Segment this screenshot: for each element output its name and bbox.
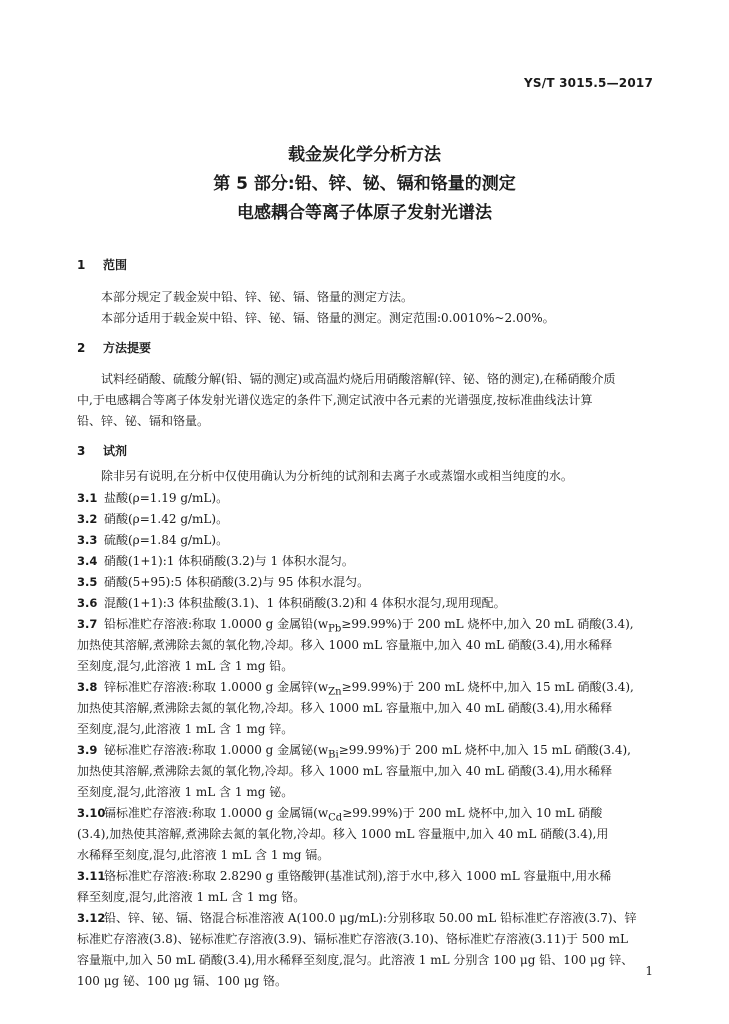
clause-text: 铬标准贮存溶液:称取 2.8290 g 重铬酸钾(基准试剂),溶于水中,移入 1000 mL 容量瓶中,用水稀 bbox=[104, 869, 612, 883]
clause-text: 铅、锌、铋、镉、铬混合标准溶液 A(100.0 μg/mL):分别移取 50.00 mL 铅标准贮存溶液(3.7)、锌 bbox=[104, 911, 637, 925]
clause-text: ≥99.99%)于 200 mL 烧杯中,加入 10 mL 硝酸 bbox=[342, 806, 603, 820]
clause-number: 3.11 bbox=[77, 869, 106, 883]
section-2-title: 方法提要 bbox=[103, 341, 152, 355]
clause-3-1 bbox=[77, 487, 659, 509]
section-2-line-2: 中,于电感耦合等离子体发射光谱仪选定的条件下,测定试液中各元素的光谱强度,按标准曲线法计算 bbox=[77, 393, 593, 407]
standard-code: YS/T 3015.5—2017 bbox=[524, 76, 653, 90]
clause-3-11 bbox=[77, 865, 659, 887]
section-1-heading bbox=[77, 256, 127, 273]
clause-text: 混酸(1+1):3 体积盐酸(3.1)、1 体积硝酸(3.2)和 4 体积水混匀,现用现配。 bbox=[104, 596, 506, 610]
clause-text: ≥99.99%)于 200 mL 烧杯中,加入 20 mL 硝酸(3.4), bbox=[341, 617, 634, 631]
clause-3-9-line-2: 加热使其溶解,煮沸除去氮的氧化物,冷却。移入 1000 mL 容量瓶中,加入 40 mL 硝酸(3.4),用水稀释 bbox=[77, 764, 613, 778]
section-3-intro: 除非另有说明,在分析中仅使用确认为分析纯的试剂和去离子水或蒸馏水或相当纯度的水。 bbox=[101, 469, 573, 483]
clause-text: 硝酸(ρ=1.42 g/mL)。 bbox=[104, 512, 229, 526]
section-3-title: 试剂 bbox=[103, 444, 128, 458]
clause-text: 盐酸(ρ=1.19 g/mL)。 bbox=[104, 491, 229, 505]
subscript: Pb bbox=[328, 623, 342, 635]
clause-number: 3.5 bbox=[77, 575, 98, 589]
clause-text: 镉标准贮存溶液:称取 1.0000 g 金属镉(w bbox=[104, 806, 329, 820]
clause-3-4 bbox=[77, 550, 659, 572]
clause-3-11-line-2: 释至刻度,混匀,此溶液 1 mL 含 1 mg 铬。 bbox=[77, 890, 306, 904]
section-3-heading bbox=[77, 442, 127, 459]
clause-text: 硝酸(1+1):1 体积硝酸(3.2)与 1 体积水混匀。 bbox=[104, 554, 354, 568]
clause-number: 3.10 bbox=[77, 806, 106, 820]
clause-3-8-line-3: 至刻度,混匀,此溶液 1 mL 含 1 mg 锌。 bbox=[77, 722, 294, 736]
section-1-title: 范围 bbox=[103, 258, 128, 272]
clause-text: 硫酸(ρ=1.84 g/mL)。 bbox=[104, 533, 229, 547]
clause-text: ≥99.99%)于 200 mL 烧杯中,加入 15 mL 硝酸(3.4), bbox=[341, 680, 634, 694]
section-1-para-2: 本部分适用于载金炭中铅、锌、铋、镉、铬量的测定。测定范围:0.0010%~2.00%。 bbox=[101, 311, 555, 325]
section-1-number: 1 bbox=[77, 258, 86, 272]
section-2-heading bbox=[77, 339, 151, 356]
clause-3-12-line-4: 100 μg 铋、100 μg 镉、100 μg 铬。 bbox=[77, 974, 288, 988]
clause-3-10-line-3: 水稀释至刻度,混匀,此溶液 1 mL 含 1 mg 镉。 bbox=[77, 848, 330, 862]
clause-number: 3.3 bbox=[77, 533, 98, 547]
clause-text: 铅标准贮存溶液:称取 1.0000 g 金属铅(w bbox=[104, 617, 329, 631]
subscript: Cd bbox=[328, 812, 343, 824]
doc-title-line-2: 第 5 部分:铅、锌、铋、镉和铬量的测定 bbox=[213, 174, 516, 194]
clause-number: 3.2 bbox=[77, 512, 98, 526]
clause-text: ≥99.99%)于 200 mL 烧杯中,加入 15 mL 硝酸(3.4), bbox=[338, 743, 631, 757]
clause-3-12-line-3: 容量瓶中,加入 50 mL 硝酸(3.4),用水稀释至刻度,混匀。此溶液 1 mL 分别含 100 μg 铅、100 μg 锌、 bbox=[77, 953, 634, 967]
clause-3-5 bbox=[77, 571, 659, 593]
section-1-para-1: 本部分规定了载金炭中铅、锌、铋、镉、铬量的测定方法。 bbox=[101, 290, 414, 304]
clause-number: 3.9 bbox=[77, 743, 98, 757]
clause-text: 锌标准贮存溶液:称取 1.0000 g 金属锌(w bbox=[104, 680, 329, 694]
clause-3-8-line-2: 加热使其溶解,煮沸除去氮的氧化物,冷却。移入 1000 mL 容量瓶中,加入 40 mL 硝酸(3.4),用水稀释 bbox=[77, 701, 613, 715]
section-2-number: 2 bbox=[77, 341, 86, 355]
clause-text: 铋标准贮存溶液:称取 1.0000 g 金属铋(w bbox=[104, 743, 329, 757]
clause-3-12 bbox=[77, 907, 659, 929]
clause-number: 3.6 bbox=[77, 596, 98, 610]
clause-3-2 bbox=[77, 508, 659, 530]
clause-number: 3.12 bbox=[77, 911, 106, 925]
clause-3-9-line-3: 至刻度,混匀,此溶液 1 mL 含 1 mg 铋。 bbox=[77, 785, 294, 799]
doc-title-line-1: 载金炭化学分析方法 bbox=[288, 145, 441, 165]
clause-3-7-line-3: 至刻度,混匀,此溶液 1 mL 含 1 mg 铅。 bbox=[77, 659, 294, 673]
section-2-line-1: 试料经硝酸、硫酸分解(铅、镉的测定)或高温灼烧后用硝酸溶解(锌、铋、铬的测定),在稀硝酸介质 bbox=[101, 372, 616, 386]
section-2-line-3: 铅、锌、铋、镉和铬量。 bbox=[77, 414, 210, 428]
doc-title-line-3: 电感耦合等离子体原子发射光谱法 bbox=[237, 203, 492, 223]
clause-number: 3.7 bbox=[77, 617, 98, 631]
clause-3-7-line-2: 加热使其溶解,煮沸除去氮的氧化物,冷却。移入 1000 mL 容量瓶中,加入 40 mL 硝酸(3.4),用水稀释 bbox=[77, 638, 613, 652]
clause-text: 硝酸(5+95):5 体积硝酸(3.2)与 95 体积水混匀。 bbox=[104, 575, 370, 589]
subscript: Zn bbox=[328, 686, 342, 698]
clause-3-10-line-2: (3.4),加热使其溶解,煮沸除去氮的氧化物,冷却。移入 1000 mL 容量瓶中,加入 40 mL 硝酸(3.4),用 bbox=[77, 827, 609, 841]
clause-number: 3.4 bbox=[77, 554, 98, 568]
clause-3-12-line-2: 标准贮存溶液(3.8)、铋标准贮存溶液(3.9)、镉标准贮存溶液(3.10)、铬标准贮存溶液(3.11)于 500 mL bbox=[77, 932, 628, 946]
clause-number: 3.8 bbox=[77, 680, 98, 694]
page-number: 1 bbox=[645, 964, 653, 978]
subscript: Bi bbox=[328, 749, 339, 761]
clause-3-3 bbox=[77, 529, 659, 551]
clause-3-6 bbox=[77, 592, 659, 614]
clause-number: 3.1 bbox=[77, 491, 98, 505]
section-3-number: 3 bbox=[77, 444, 86, 458]
